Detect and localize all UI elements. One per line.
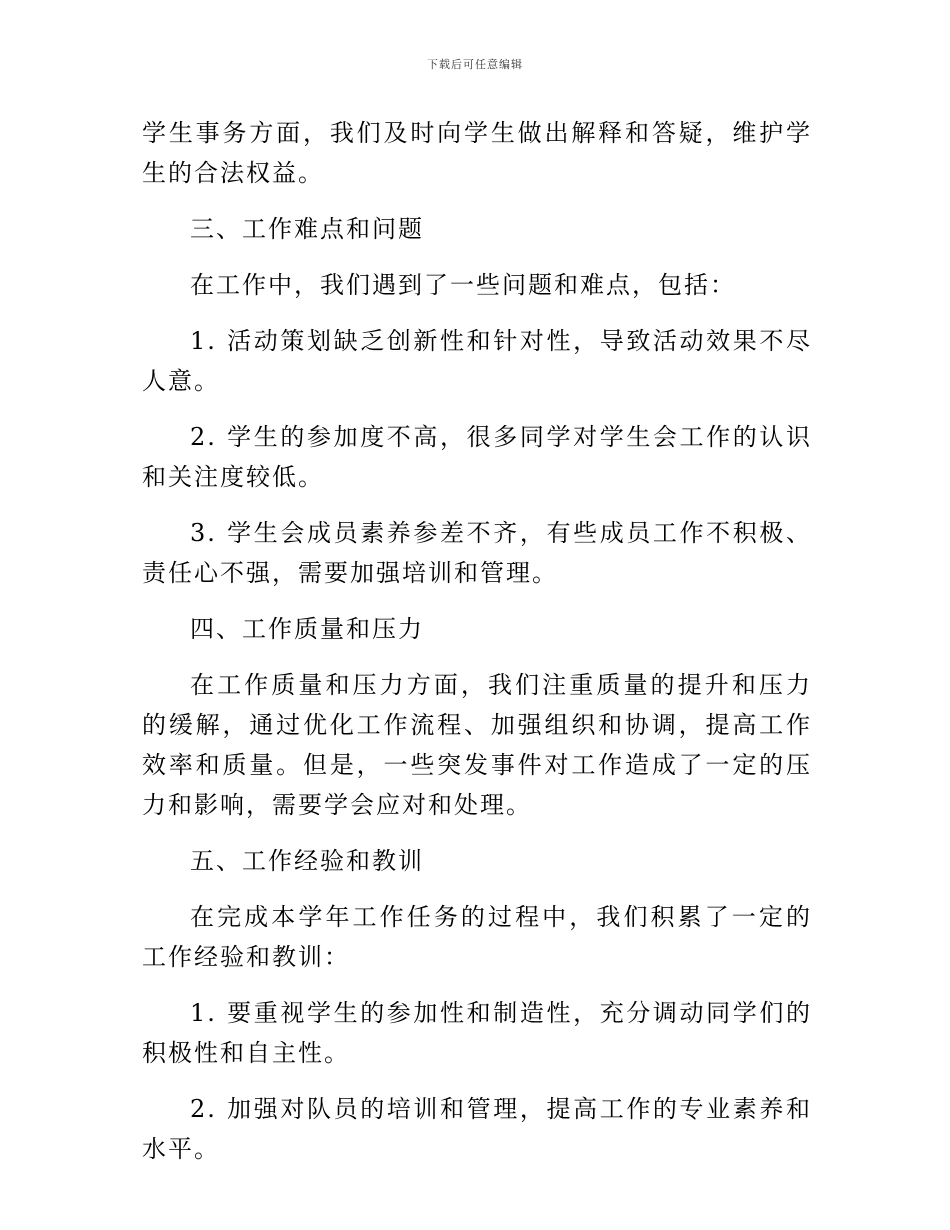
list-item-difficulty-2: 2. 学生的参加度不高，很多同学对学生会工作的认识和关注度较低。: [142, 423, 812, 491]
page-header: 下载后可任意编辑: [427, 58, 523, 71]
paragraph-difficulties-intro: 在工作中，我们遇到了一些问题和难点，包括：: [190, 271, 736, 299]
paragraph-quality-pressure: 在工作质量和压力方面，我们注重质量的提升和压力的缓解，通过优化工作流程、加强组织和协调，提高工作效率和质量。但是，一些突发事件对工作造成了一定的压力和影响，需要学会应对和处理。: [142, 671, 812, 819]
paragraph-experience-intro: 在完成本学年工作任务的过程中，我们积累了一定的工作经验和教训：: [142, 903, 812, 971]
document-body: [142, 113, 812, 1169]
heading-experience-lessons: 五、工作经验和教训: [190, 847, 424, 875]
heading-quality-pressure: 四、工作质量和压力: [190, 615, 424, 643]
list-item-lesson-2: 2. 加强对队员的培训和管理，提高工作的专业素养和水平。: [142, 1095, 812, 1163]
list-item-difficulty-3: 3. 学生会成员素养参差不齐，有些成员工作不积极、责任心不强，需要加强培训和管理。: [142, 519, 812, 587]
list-item-difficulty-1: 1. 活动策划缺乏创新性和针对性，导致活动效果不尽人意。: [142, 327, 812, 395]
paragraph-student-affairs: 学生事务方面，我们及时向学生做出解释和答疑，维护学生的合法权益。: [142, 119, 812, 187]
heading-difficulties: 三、工作难点和问题: [190, 215, 424, 243]
list-item-lesson-1: 1. 要重视学生的参加性和制造性，充分调动同学们的积极性和自主性。: [142, 999, 812, 1067]
